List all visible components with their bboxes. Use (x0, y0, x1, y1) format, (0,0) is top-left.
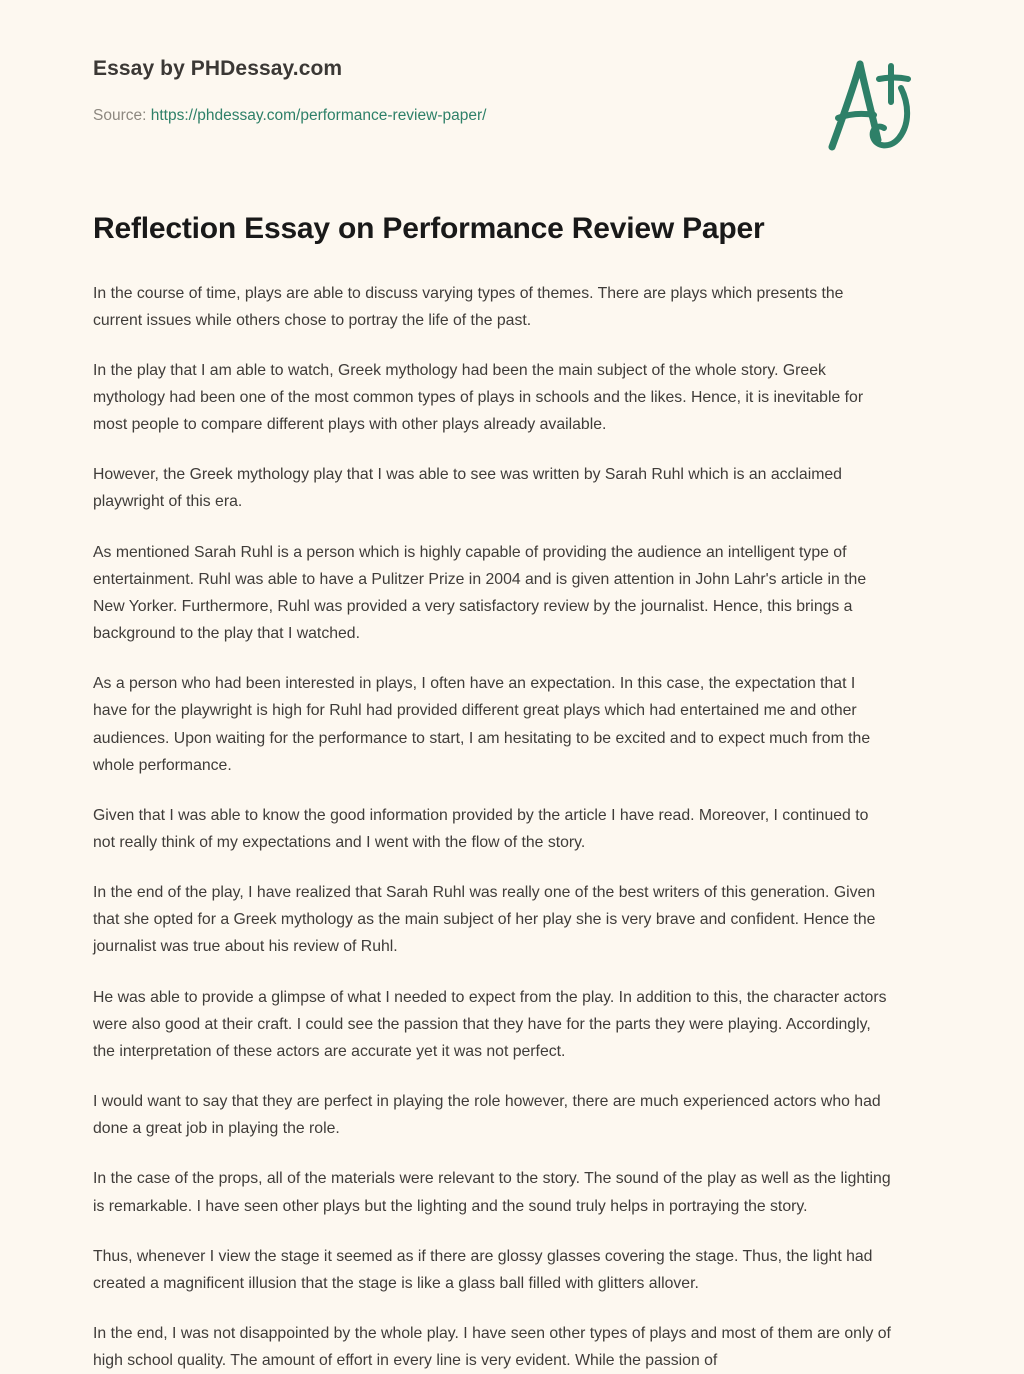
paragraph: However, the Greek mythology play that I was able to see was written by Sarah Ruhl which is an acclaimed playwright of this era. (93, 461, 893, 515)
site-header (0, 0, 1024, 150)
phdessay-logo[interactable] (816, 52, 926, 162)
a-plus-logo-icon (816, 52, 926, 162)
paragraph: As mentioned Sarah Ruhl is a person which is highly capable of providing the audience an intelligent type of entertainment. Ruhl was able to have a Pulitzer Prize in 2004 and is given attention in John Lahr's article in the New Yorker. Furthermore, Ruhl was provided a very satisfactory review by the journalist. Hence, this brings a background to the play that I watched. (93, 539, 893, 648)
brand-text: Essay by PHDessay.com (93, 56, 931, 81)
paragraph: In the play that I am able to watch, Greek mythology had been the main subject of the whole story. Greek mythology had been one of the most common types of plays in schools and the likes. Hence, it is inevitable for most people to compare different plays with other plays already available. (93, 357, 893, 438)
paragraph: In the case of the props, all of the materials were relevant to the story. The sound of the play as well as the lighting is remarkable. I have seen other plays but the lighting and the sound truly helps in portraying the story. (93, 1165, 893, 1219)
paragraph: He was able to provide a glimpse of what I needed to expect from the play. In addition to this, the character actors were also good at their craft. I could see the passion that they have for the parts they were playing. Accordingly, the interpretation of these actors are accurate yet it was not perfect. (93, 984, 893, 1065)
source-url-link[interactable]: https://phdessay.com/performance-review-paper/ (151, 107, 487, 124)
article-body (93, 280, 931, 1374)
source-line (93, 106, 931, 126)
page-title: Reflection Essay on Performance Review Paper (93, 210, 931, 248)
source-label: Source: (93, 107, 146, 124)
paragraph: In the end, I was not disappointed by the whole play. I have seen other types of plays and most of them are only of high school quality. The amount of effort in every line is very evident. While the passion of (93, 1320, 893, 1374)
article (0, 210, 1024, 1374)
paragraph: I would want to say that they are perfect in playing the role however, there are much experienced actors who had done a great job in playing the role. (93, 1088, 893, 1142)
paragraph: Thus, whenever I view the stage it seemed as if there are glossy glasses covering the stage. Thus, the light had created a magnificent illusion that the stage is like a glass ball filled with glitters allover. (93, 1243, 893, 1297)
paragraph: In the course of time, plays are able to discuss varying types of themes. There are plays which presents the current issues while others chose to portray the life of the past. (93, 280, 893, 334)
paragraph: Given that I was able to know the good information provided by the article I have read. Moreover, I continued to not really think of my expectations and I went with the flow of the story. (93, 802, 893, 856)
paragraph: As a person who had been interested in plays, I often have an expectation. In this case, the expectation that I have for the playwright is high for Ruhl had provided different great plays which had entertained me and other audiences. Upon waiting for the performance to start, I am hesitating to be excited and to expect much from the whole performance. (93, 670, 893, 779)
paragraph: In the end of the play, I have realized that Sarah Ruhl was really one of the best writers of this generation. Given that she opted for a Greek mythology as the main subject of her play she is very brave and confident. Hence the journalist was true about his review of Ruhl. (93, 879, 893, 960)
